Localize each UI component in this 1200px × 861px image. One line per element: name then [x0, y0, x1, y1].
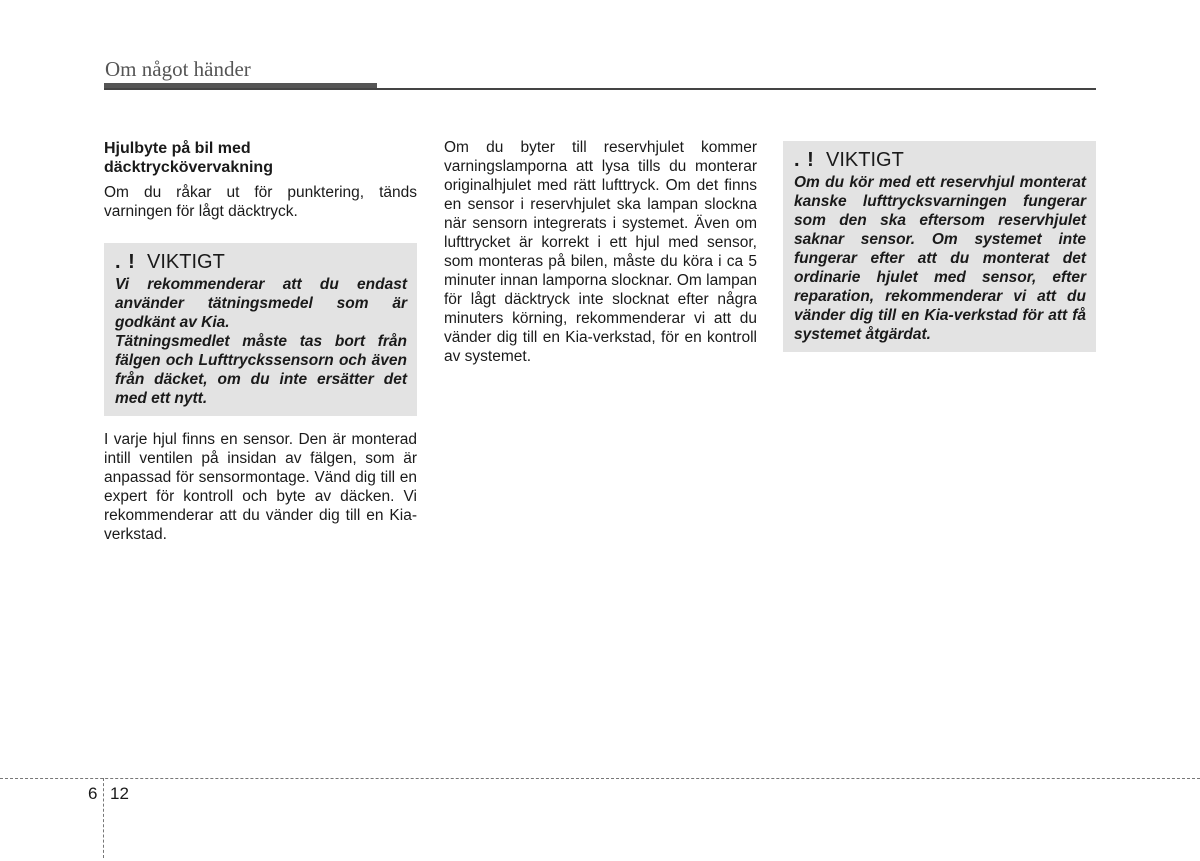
warning-title: VIKTIGT: [147, 251, 225, 273]
column-1: [104, 139, 417, 544]
column-3: [783, 141, 1096, 352]
footer-page-separator: [103, 778, 104, 858]
warning-text: Om du kör med ett reservhjul monterat kanske lufttrycksvarningen fungerar som den ska eftersom reservhjulet saknar sensor. Om systemet inte fungerar efter att du monterat det ordinarie hjulet med sensor, efter reparation, rekommenderar vi att du vänder dig till en Kia-verkstad för att få systemet åtgärdat.: [794, 174, 1086, 343]
warning-text: Vi rekommenderar att du endast använder tätningsmedel som är godkänt av Kia.: [115, 276, 407, 331]
section-heading: Hjulbyte på bil med däcktryckövervakning: [104, 140, 273, 176]
warning-title: VIKTIGT: [826, 149, 904, 171]
chapter-number: 6: [88, 784, 98, 803]
column-2: [444, 138, 757, 366]
warning-box: [783, 141, 1096, 352]
warning-box: [104, 243, 417, 416]
body-paragraph: Om du byter till reservhjulet kommer varningslamporna att lysa tills du monterar originalhjulet med rätt lufttryck. Om det finns en sensor i reservhjulet ska lampan slockna när sensorn integrerats i systemet. Även om lufttrycket är korrekt i ett hjul med sensor, som monteras på bilen, måste du köra i ca 5 minuter innan lamporna slocknar. Om lampan för lågt däcktryck inte slocknat efter några minuters körning, rekommenderar vi att du vänder dig till en Kia-verkstad, för en kontroll av systemet.: [444, 139, 757, 365]
warning-header: [794, 149, 1086, 171]
body-paragraph: I varje hjul finns en sensor. Den är monterad intill ventilen på insidan av fälgen, som är anpassad för sensormontage. Vänd dig till en expert för kontroll och byte av däcken. Vi rekommenderar att du vänder dig till en Kia-verkstad.: [104, 431, 417, 543]
warning-header: [115, 251, 407, 273]
warning-text: Tätningsmedlet måste tas bort från fälgen och Lufttryckssensorn och även från däcket, om du inte ersätter det med ett nytt.: [115, 333, 407, 407]
warning-exclamation-icon: . !: [115, 251, 136, 273]
page-number: 12: [110, 784, 129, 803]
warning-exclamation-icon: . !: [794, 149, 815, 171]
footer-divider: [0, 778, 1200, 779]
header-rule: [104, 88, 1096, 90]
page-section-title: Om något händer: [105, 57, 251, 81]
intro-paragraph: Om du råkar ut för punktering, tänds varningen för lågt däcktryck.: [104, 184, 417, 220]
